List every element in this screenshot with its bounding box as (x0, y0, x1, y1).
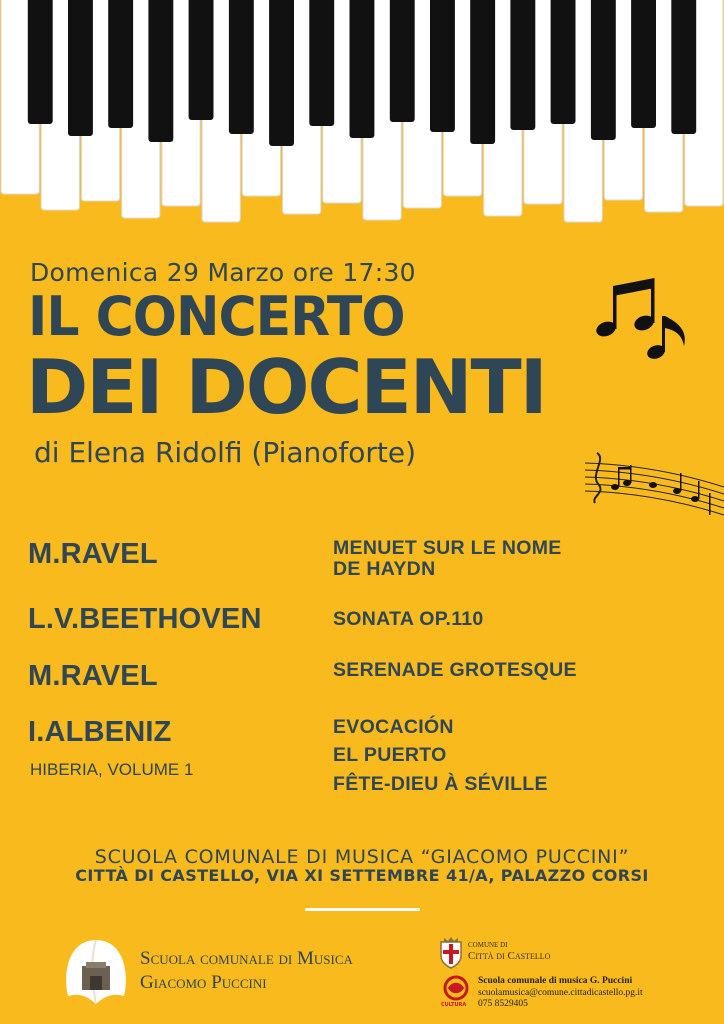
contact-email: scuolamusica@comune.cittadicastello.pg.it (478, 988, 643, 998)
piece-serenade: SERENADE GROTESQUE (333, 659, 577, 681)
date-line: Domenica 29 Marzo ore 17:30 (30, 258, 416, 287)
title-line-2: DEI DOCENTI (26, 343, 546, 431)
piece-sonata: SONATA OP.110 (333, 608, 484, 630)
piece-menuet-line1: MENUET SUR LE NOME (333, 537, 562, 559)
school-logo-line1: Scuola comunale di Musica (140, 948, 353, 969)
stemma-icon (438, 936, 464, 970)
piece-menuet-line2: DE HAYDN (333, 558, 436, 580)
black-key (189, 0, 214, 120)
composer-albeniz-note: HIBERIA, VOLUME 1 (30, 760, 194, 779)
school-logo-icon (60, 936, 132, 1006)
comune-label-big: Città di Castello (468, 950, 551, 962)
black-key (148, 0, 173, 142)
black-key (390, 0, 415, 122)
contact-phone: 075 8529405 (478, 999, 528, 1009)
music-staff-icon (585, 445, 724, 525)
black-key (470, 0, 495, 144)
subtitle: di Elena Ridolfi (Pianoforte) (34, 436, 417, 469)
school-logo-line2: Giacomo Puccini (140, 972, 267, 993)
comune-label-small: COMUNE DI (468, 941, 508, 949)
black-key (309, 0, 334, 126)
black-key (510, 0, 535, 130)
black-key (430, 0, 455, 132)
black-key (68, 0, 93, 136)
piano-keys (0, 0, 724, 232)
black-key (28, 0, 53, 124)
cultura-label: CULTURA (441, 1002, 467, 1008)
venue-address: CITTÀ DI CASTELLO, VIA XI SETTEMBRE 41/A, PALAZZO CORSI (75, 866, 649, 885)
contact-title: Scuola comunale di musica G. Puccini (478, 976, 633, 986)
black-key (671, 0, 696, 134)
black-key (551, 0, 576, 124)
piece-el-puerto: EL PUERTO (333, 744, 447, 766)
black-key (269, 0, 294, 146)
composer-beethoven: L.V.BEETHOVEN (28, 603, 262, 635)
black-key (631, 0, 656, 128)
black-key (108, 0, 133, 128)
composer-ravel-2: M.RAVEL (28, 660, 158, 692)
piece-fete-dieu: FÊTE-DIEU À SÉVILLE (333, 773, 548, 795)
divider (305, 908, 420, 911)
composer-albeniz: I.ALBENIZ (28, 716, 172, 748)
venue-school: SCUOLA COMUNALE DI MUSICA “GIACOMO PUCCINI” (94, 846, 630, 868)
music-notes-icon (592, 272, 702, 362)
title-line-1: IL CONCERTO (28, 285, 405, 349)
composer-ravel-1: M.RAVEL (28, 538, 158, 570)
piece-evocacion: EVOCACIÓN (333, 716, 454, 738)
black-key (591, 0, 616, 140)
black-key (350, 0, 375, 138)
black-key (229, 0, 254, 134)
